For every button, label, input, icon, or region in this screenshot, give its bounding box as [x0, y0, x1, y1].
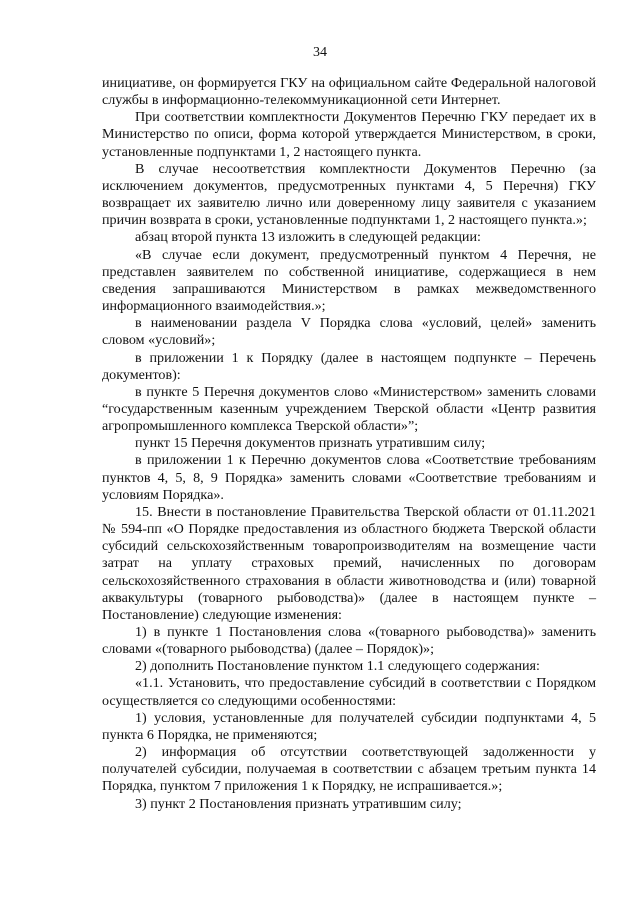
paragraph: 3) пункт 2 Постановления признать утратившим силу;: [135, 795, 462, 812]
paragraph: в приложении 1 к Порядку (далее в настоящем подпункте – Перечень документов):: [102, 349, 596, 383]
paragraph: пункт 15 Перечня документов признать утратившим силу;: [135, 435, 486, 452]
paragraph: инициативе, он формируется ГКУ на официальном сайте Федеральной налоговой службы в информационно-телекоммуникационной сети Интернет.: [102, 75, 596, 109]
paragraph: «1.1. Установить, что предоставление субсидий в соответствии с Порядком осуществляется со следующими особенностями:: [102, 675, 596, 709]
paragraph: в приложении 1 к Перечню документов слова «Соответствие требованиям пунктов 4, 5, 8, 9 Порядка» заменить словами «Соответствие требованиям и условиям Порядка».: [102, 452, 596, 503]
page-number: 34: [313, 45, 327, 60]
paragraph: 1) условия, установленные для получателей субсидии подпунктами 4, 5 пункта 6 Порядка, не применяются;: [102, 709, 596, 743]
paragraph: 2) дополнить Постановление пунктом 1.1 следующего содержания:: [135, 658, 540, 675]
paragraph: В случае несоответствия комплектности Документов Перечню (за исключением документов, предусмотренных пунктами 4, 5 Перечня) ГКУ возвращает их заявителю лично или доверенному лицу заявителя с указанием причин возврата в сроки, установленные подпунктами 1, 2 настоящего пункта.»;: [102, 160, 596, 229]
paragraph: 2) информация об отсутствии соответствующей задолженности у получателей субсидии, получаемая в соответствии с абзацем третьим пункта 14 Порядка, пунктом 7 приложения 1 к Порядку, не испрашивается.»;: [102, 744, 596, 795]
paragraph: в наименовании раздела V Порядка слова «условий, целей» заменить словом «условий»;: [102, 315, 596, 349]
paragraph: 15. Внести в постановление Правительства Тверской области от 01.11.2021 № 594-пп «О Порядке предоставления из областного бюджета Тверской области субсидий сельскохозяйственным товаропроизводителям на возмещение части затрат на уплату страховых премий, начисленных по договорам сельскохозяйственного страхования в области животноводства и (или) товарной аквакультуры (товарного рыбоводства)» (далее в настоящем пункте – Постановление) следующие изменения:: [102, 503, 596, 623]
document-body: [102, 75, 596, 813]
paragraph: в пункте 5 Перечня документов слово «Министерством» заменить словами “государственным казенным учреждением Тверской области «Центр развития агропромышленного комплекса Тверской области»”;: [102, 383, 596, 435]
paragraph: 1) в пункте 1 Постановления слова «(товарного рыбоводства)» заменить словами «(товарного рыбоводства) (далее – Порядок)»;: [102, 624, 596, 658]
paragraph: При соответствии комплектности Документов Перечню ГКУ передает их в Министерство по описи, форма которой утверждается Министерством, в сроки, установленные подпунктами 1, 2 настоящего пункта.: [102, 109, 596, 160]
paragraph: абзац второй пункта 13 изложить в следующей редакции:: [135, 229, 481, 246]
paragraph: «В случае если документ, предусмотренный пунктом 4 Перечня, не представлен заявителем по собственной инициативе, содержащиеся в нем сведения запрашиваются Министерством в рамках межведомственного информационного взаимодействия.»;: [102, 246, 596, 315]
